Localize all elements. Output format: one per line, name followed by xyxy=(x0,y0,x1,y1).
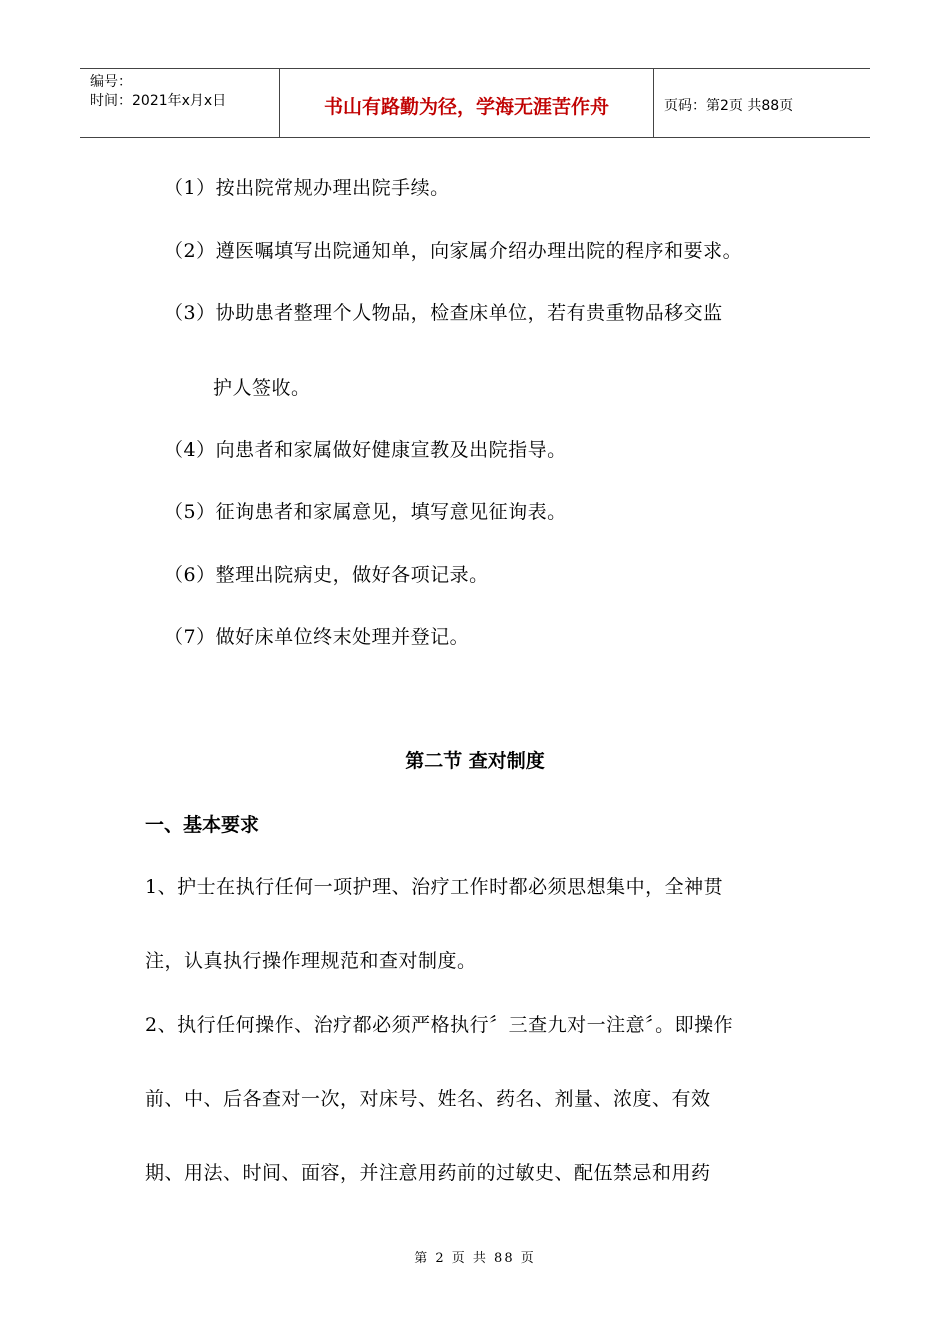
paragraph-line-1: 1、护士在执行任何一项护理、治疗工作时都必须思想集中，全神贯 xyxy=(145,876,724,898)
paragraph-line-4: 前、中、后各查对一次，对床号、姓名、药名、剂量、浓度、有效 xyxy=(145,1088,711,1110)
paragraph-line-5: 期、用法、时间、面容，并注意用药前的过敏史、配伍禁忌和用药 xyxy=(145,1162,711,1184)
doc-number-label: 编号： xyxy=(90,74,132,90)
list-item-4: （4）向患者和家属做好健康宣教及出院指导。 xyxy=(164,439,567,461)
section-title: 第二节 查对制度 xyxy=(405,750,545,772)
list-item-5: （5）征询患者和家属意见，填写意见征询表。 xyxy=(164,501,567,523)
page-header xyxy=(80,68,870,138)
paragraph-line-2: 注，认真执行操作理规范和查对制度。 xyxy=(145,950,477,972)
date-label: 时间：2021年x月x日 xyxy=(90,93,227,109)
list-item-3-continued: 护人签收。 xyxy=(213,377,311,399)
list-item-2: （2）遵医嘱填写出院通知单，向家属介绍办理出院的程序和要求。 xyxy=(164,240,743,262)
list-item-3: （3）协助患者整理个人物品，检查床单位，若有贵重物品移交监 xyxy=(164,302,723,324)
header-page-info: 页码：第2页 共88页 xyxy=(664,98,794,114)
header-motto: 书山有路勤为径，学海无涯苦作舟 xyxy=(280,69,654,137)
list-item-6: （6）整理出院病史，做好各项记录。 xyxy=(164,564,489,586)
paragraph-line-3: 2、执行任何操作、治疗都必须严格执行〞三查九对一注意〞。即操作 xyxy=(145,1014,734,1036)
list-item-1: （1）按出院常规办理出院手续。 xyxy=(164,177,450,199)
header-meta-cell xyxy=(80,69,280,137)
list-item-7: （7）做好床单位终末处理并登记。 xyxy=(164,626,470,648)
page-footer: 第 2 页 共 88 页 xyxy=(414,1251,536,1266)
subsection-title: 一、基本要求 xyxy=(145,814,260,836)
